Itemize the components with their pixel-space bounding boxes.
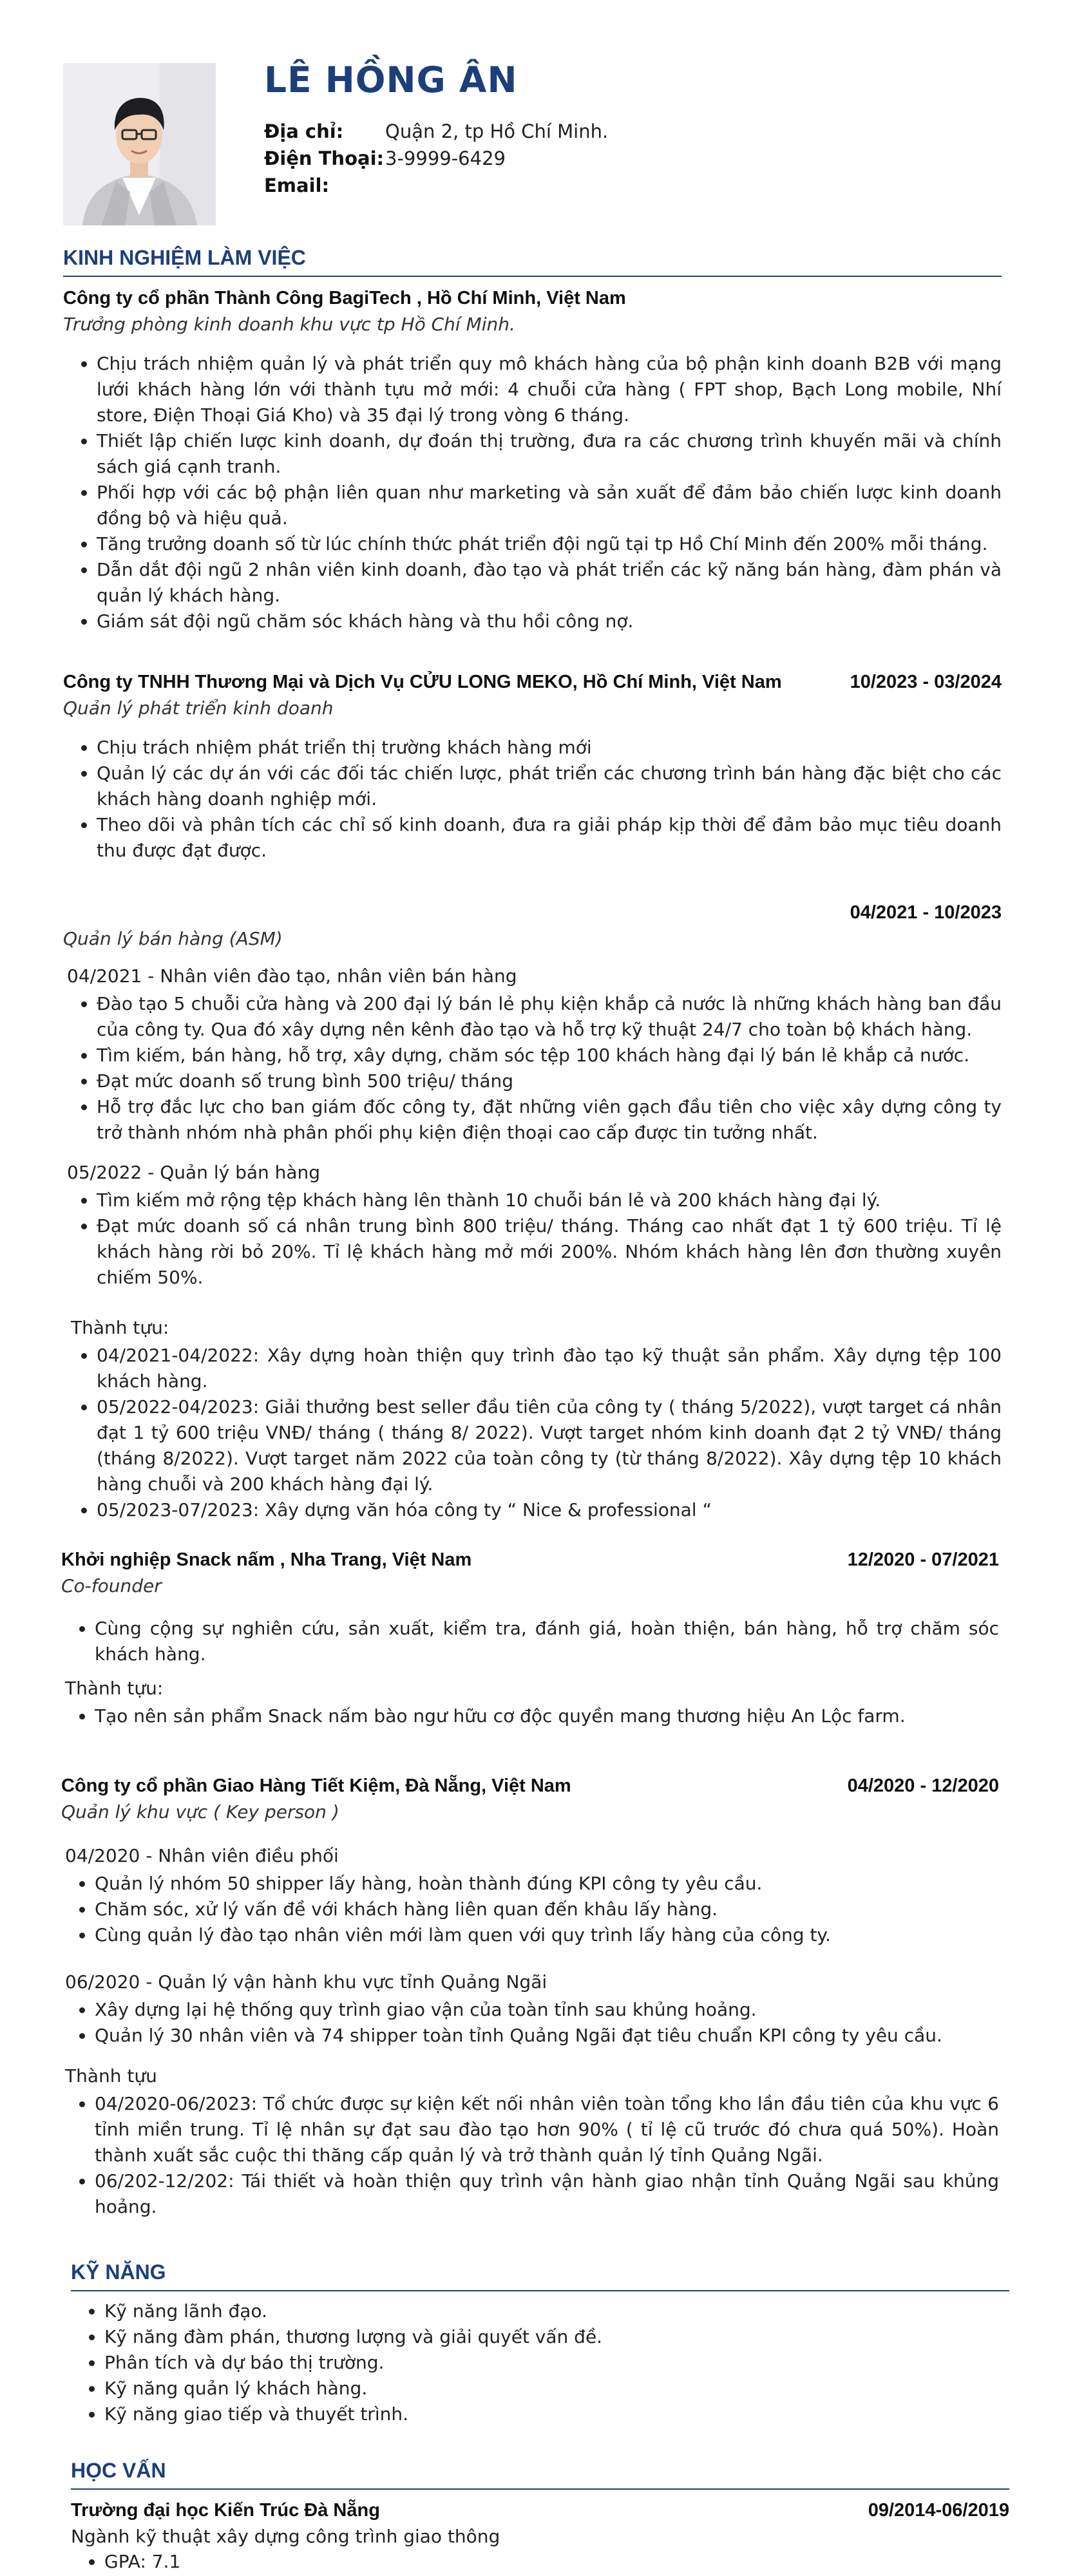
job5-achievements-title: Thành tựu (65, 2065, 157, 2087)
education-dates: 09/2014-06/2019 (868, 2500, 1009, 2521)
phone-row (264, 145, 608, 172)
job4-company: Khởi nghiệp Snack nấm , Nha Trang, Việt Nam (61, 1549, 472, 1570)
education-major: Ngành kỹ thuật xây dựng công trình giao thông (71, 2526, 500, 2547)
job3-stage2-duties (63, 1188, 1002, 1291)
list-item: • 04/2020-06/2023: Tổ chức được sự kiện kết nối nhân viên toàn tổng kho lần đầu tiên của khu vực 6 tỉnh miền trung. Tỉ lệ nhân sự đạt sau đào tạo hơn 90% ( tỉ lệ cũ trước đó chưa quá 50%). Hoàn thành xuất sắc cuộc thi thăng cấp quản lý và trở thành quản lý tỉnh Quảng Ngãi. (95, 2091, 999, 2168)
job2-role: Quản lý phát triển kinh doanh (63, 697, 334, 719)
job5-stage1-duties (61, 1871, 999, 1948)
job5-role: Quản lý khu vực ( Key person ) (61, 1801, 339, 1823)
list-item: • Giám sát đội ngũ chăm sóc khách hàng và thu hồi công nợ. (97, 609, 1002, 634)
job5-dates: 04/2020 - 12/2020 (847, 1776, 999, 1796)
list-item: • Tìm kiếm mở rộng tệp khách hàng lên thành 10 chuỗi bán lẻ và 200 khách hàng đại lý. (97, 1188, 1002, 1213)
list-item: • Kỹ năng lãnh đạo. (104, 2298, 1009, 2324)
person-photo-icon (63, 63, 216, 225)
list-item: • Kỹ năng quản lý khách hàng. (104, 2376, 1009, 2401)
job4-dates: 12/2020 - 07/2021 (847, 1549, 999, 1570)
job4-duties (61, 1616, 999, 1667)
list-item: • Chịu trách nhiệm quản lý và phát triển quy mô khách hàng của bộ phận kinh doanh B2B với mạng lưới khách hàng lớn với thành tựu mở mới: 4 chuỗi cửa hàng ( FPT shop, Bạch Long mobile, Nhí store, Điện Thoại Giá Kho) và 35 đại lý trong vòng 6 tháng. (97, 351, 1002, 428)
list-item: • 06/202-12/202: Tái thiết và hoàn thiện quy trình vận hành giao nhận tỉnh Quảng Ngãi sau khủng hoảng. (95, 2168, 999, 2220)
job3-achievements (63, 1343, 1002, 1523)
job4-role: Co-founder (61, 1575, 162, 1596)
list-item: • Kỹ năng đàm phán, thương lượng và giải quyết vấn đề. (104, 2324, 1009, 2350)
list-item: • Tìm kiếm, bán hàng, hỗ trợ, xây dựng, chăm sóc tệp 100 khách hàng đại lý bán lẻ khắp cả nước. (97, 1043, 1002, 1068)
job5-stage2-title: 06/2020 - Quản lý vận hành khu vực tỉnh Quảng Ngãi (65, 1971, 547, 1993)
job3-achievements-title: Thành tựu: (71, 1317, 169, 1338)
education-details (71, 2549, 457, 2575)
job2-duties (63, 735, 1002, 864)
job4-achievements (61, 1703, 999, 1729)
list-item: • Tạo nên sản phẩm Snack nấm bào ngư hữu cơ độc quyền mang thương hiệu An Lộc farm. (95, 1703, 999, 1729)
phone-value: 3-9999-6429 (385, 147, 506, 169)
list-item: • Hỗ trợ đắc lực cho ban giám đốc công ty, đặt những viên gạch đầu tiên cho việc xây dựng công ty trở thành nhóm nhà phân phối phụ kiện điện thoại cao cấp được tin tưởng nhất. (97, 1094, 1002, 1146)
list-item: • Phân tích và dự báo thị trường. (104, 2350, 1009, 2376)
address-row (264, 118, 608, 145)
skills-divider (71, 2290, 1009, 2291)
list-item: • Đạt mức doanh số trung bình 500 triệu/ tháng (97, 1068, 1002, 1094)
list-item: • Cùng quản lý đào tạo nhân viên mới làm quen với quy trình lấy hàng của công ty. (95, 1922, 999, 1948)
job2-company: Công ty TNHH Thương Mại và Dịch Vụ CỬU LONG MEKO, Hồ Chí Minh, Việt Nam (63, 672, 782, 692)
job5-achievements (61, 2091, 999, 2220)
list-item: • Quản lý 30 nhân viên và 74 shipper toàn tỉnh Quảng Ngãi đạt tiêu chuẩn KPI công ty yêu cầu. (95, 2023, 999, 2049)
job1-duties (63, 351, 1002, 634)
list-item: • GPA: 7.1 (104, 2549, 457, 2575)
job3-stage1-duties (63, 991, 1002, 1146)
job5-stage1-title: 04/2020 - Nhân viên điều phối (65, 1845, 339, 1866)
job3-stage2-title: 05/2022 - Quản lý bán hàng (67, 1162, 321, 1183)
address-label: Địa chỉ: (264, 120, 344, 142)
list-item: • Đạt mức doanh số cá nhân trung bình 800 triệu/ tháng. Tháng cao nhất đạt 1 tỷ 600 triệu. Tỉ lệ khách hàng rời bỏ 20%. Tỉ lệ khách hàng mở mới 200%. Nhóm khách hàng lên đơn thường xuyên chiếm 50%. (97, 1213, 1002, 1291)
skills-list (71, 2298, 1009, 2427)
job5-stage2-duties (61, 1997, 999, 2049)
list-item: • Chịu trách nhiệm phát triển thị trường khách hàng mới (97, 735, 1002, 761)
list-item: • Tăng trưởng doanh số từ lúc chính thức phát triển đội ngũ tại tp Hồ Chí Minh đến 200% mỗi tháng. (97, 531, 1002, 557)
phone-label: Điện Thoại: (264, 147, 385, 169)
education-section-title: HỌC VẤN (71, 2459, 166, 2482)
list-item: • Xây dựng lại hệ thống quy trình giao vận của toàn tỉnh sau khủng hoảng. (95, 1997, 999, 2023)
list-item: • Cùng cộng sự nghiên cứu, sản xuất, kiểm tra, đánh giá, hoàn thiện, bán hàng, hỗ trợ chăm sóc khách hàng. (95, 1616, 999, 1667)
job3-role: Quản lý bán hàng (ASM) (63, 928, 283, 949)
list-item: • 05/2023-07/2023: Xây dựng văn hóa công ty “ Nice & professional “ (97, 1497, 1002, 1523)
list-item: • Kỹ năng giao tiếp và thuyết trình. (104, 2401, 1009, 2427)
list-item: • Đào tạo 5 chuỗi cửa hàng và 200 đại lý bán lẻ phụ kiện khắp cả nước là những khách hàng ban đầu của công ty. Qua đó xây dựng nên kênh đào tạo và hỗ trợ kỹ thuật 24/7 cho toàn bộ khách hàng. (97, 991, 1002, 1043)
list-item: • Quản lý các dự án với các đối tác chiến lược, phát triển các chương trình bán hàng đặc biệt cho các khách hàng doanh nghiệp mới. (97, 761, 1002, 812)
email-label: Email: (264, 175, 330, 196)
experience-divider (63, 276, 1002, 277)
skills-section-title: KỸ NĂNG (71, 2260, 166, 2284)
experience-section-title: KINH NGHIỆM LÀM VIỆC (63, 246, 306, 269)
list-item: • Chăm sóc, xử lý vấn đề với khách hàng liên quan đến khâu lấy hàng. (95, 1897, 999, 1922)
list-item: • Thiết lập chiến lược kinh doanh, dự đoán thị trường, đưa ra các chương trình khuyến mãi và chính sách giá cạnh tranh. (97, 428, 1002, 480)
job1-company: Công ty cổ phần Thành Công BagiTech , Hồ Chí Minh, Việt Nam (63, 288, 626, 308)
education-divider (71, 2488, 1009, 2490)
school-name: Trường đại học Kiến Trúc Đà Nẵng (71, 2500, 380, 2521)
list-item: • Quản lý nhóm 50 shipper lấy hàng, hoàn thành đúng KPI công ty yêu cầu. (95, 1871, 999, 1897)
list-item: • 04/2021-04/2022: Xây dựng hoàn thiện quy trình đào tạo kỹ thuật sản phẩm. Xây dựng tệp 100 khách hàng. (97, 1343, 1002, 1394)
list-item: • Phối hợp với các bộ phận liên quan như marketing và sản xuất để đảm bảo chiến lược kinh doanh đồng bộ và hiệu quả. (97, 480, 1002, 531)
contact-info (264, 118, 608, 199)
email-row (264, 172, 608, 199)
list-item: • Dẫn dắt đội ngũ 2 nhân viên kinh doanh, đào tạo và phát triển các kỹ năng bán hàng, đàm phán và quản lý khách hàng. (97, 557, 1002, 609)
list-item: • Theo dõi và phân tích các chỉ số kinh doanh, đưa ra giải pháp kịp thời để đảm bảo mục tiêu doanh thu được đạt được. (97, 812, 1002, 864)
profile-photo (63, 63, 216, 225)
candidate-name: LÊ HỒNG ÂN (264, 59, 518, 100)
address-value: Quận 2, tp Hồ Chí Minh. (385, 120, 609, 142)
job1-role: Trưởng phòng kinh doanh khu vực tp Hồ Chí Minh. (63, 314, 515, 335)
job4-achievements-title: Thành tựu: (65, 1678, 164, 1699)
job3-dates: 04/2021 - 10/2023 (850, 902, 1002, 923)
list-item: • 05/2022-04/2023: Giải thưởng best seller đầu tiên của công ty ( tháng 5/2022), vượt target cá nhân đạt 1 tỷ 600 triệu VNĐ/ tháng ( tháng 8/ 2022). Vượt target nhóm kinh doanh đạt 2 tỷ VNĐ/ tháng (tháng 8/2022). Vượt target năm 2022 của toàn công ty (từ tháng 8/2022). Xây dựng tệp 10 khách hàng chuỗi và 200 khách hàng đại lý. (97, 1394, 1002, 1497)
job3-stage1-title: 04/2021 - Nhân viên đào tạo, nhân viên bán hàng (67, 965, 517, 987)
job5-company: Công ty cổ phần Giao Hàng Tiết Kiệm, Đà Nẵng, Việt Nam (61, 1776, 571, 1796)
job2-dates: 10/2023 - 03/2024 (850, 672, 1002, 692)
